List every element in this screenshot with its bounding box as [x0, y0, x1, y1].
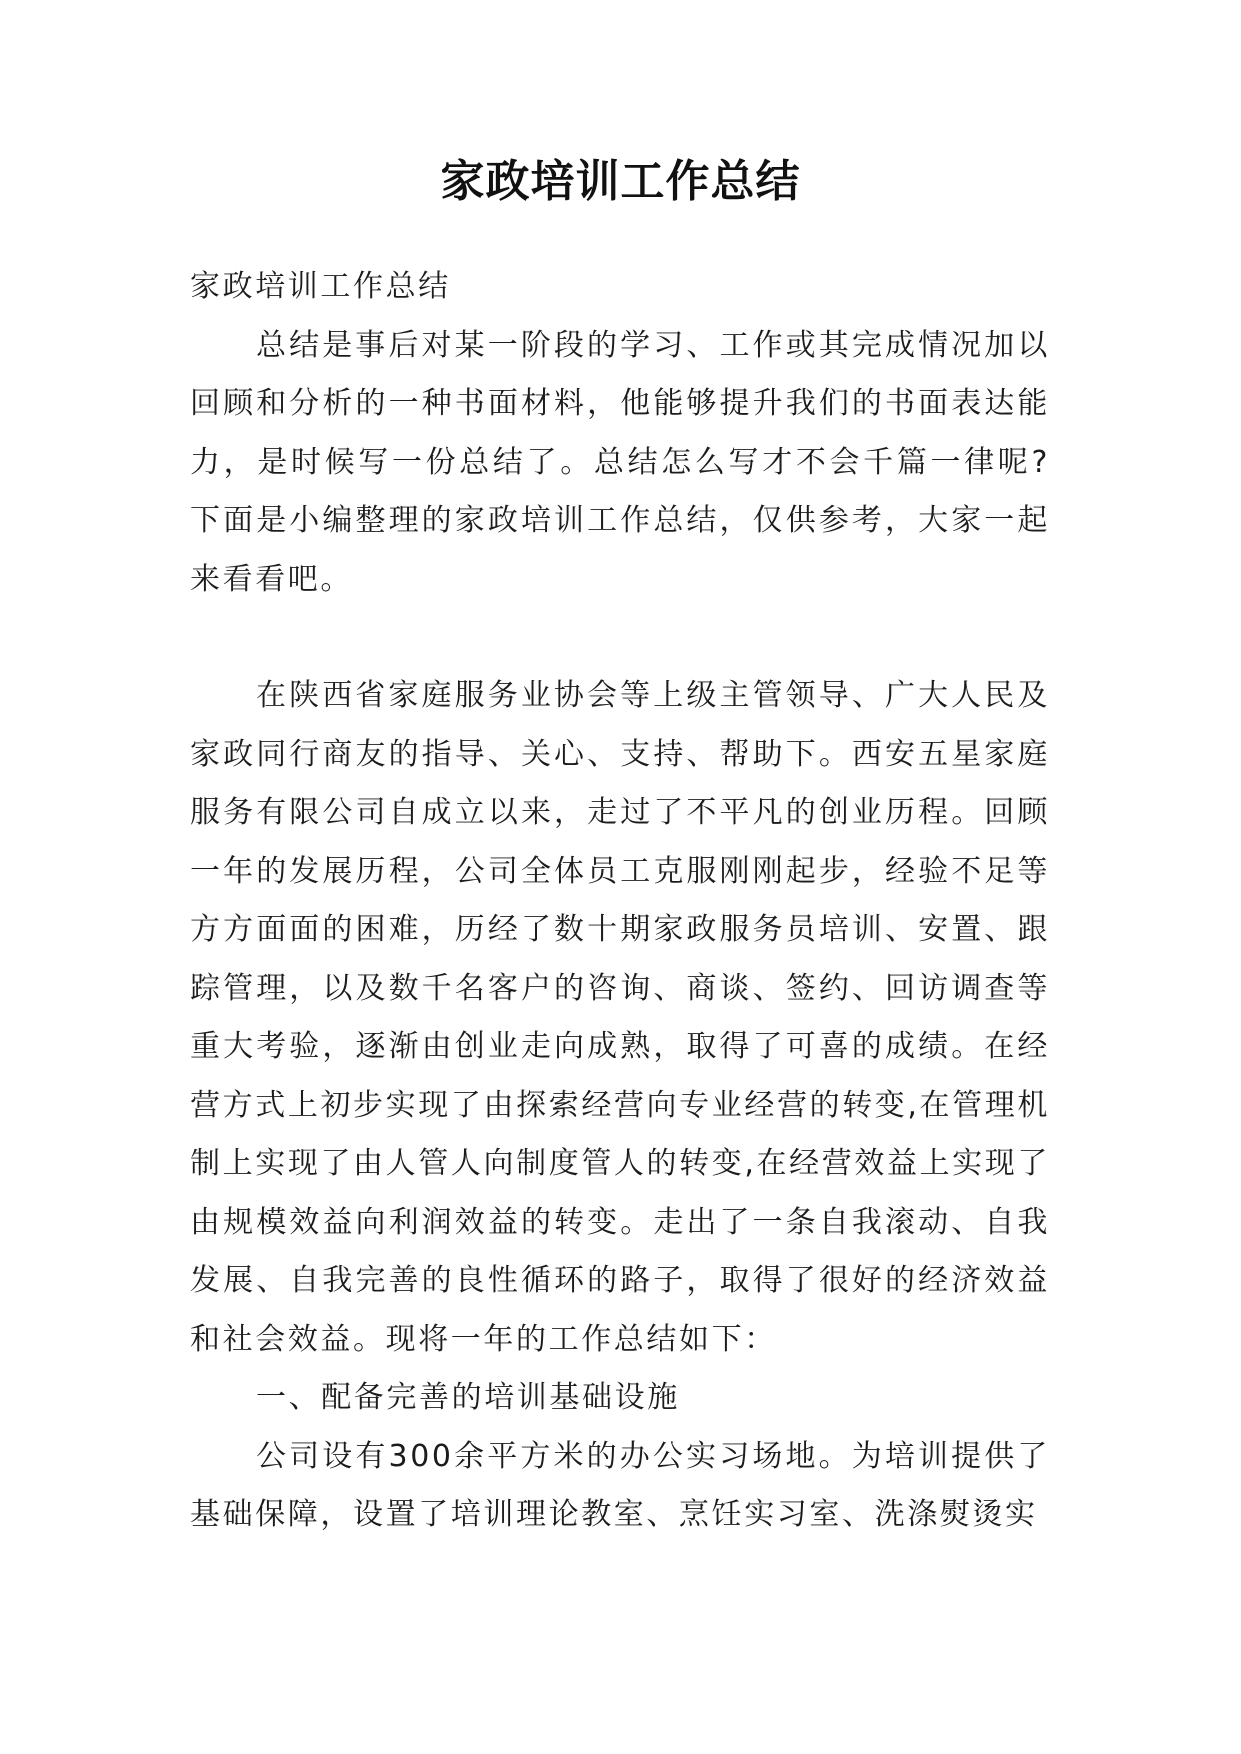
section-1-heading: 一、配备完善的培训基础设施 [256, 1380, 680, 1415]
document-body [190, 258, 1050, 1545]
paragraph-1: 在陕西省家庭服务业协会等上级主管领导、广大人民及家政同行商友的指导、关心、支持、帮助下。西安五星家庭服务有限公司自成立以来，走过了不平凡的创业历程。回顾一年的发展历程，公司全体员工克服刚刚起步，经验不足等方方面面的困难，历经了数十期家政服务员培训、安置、跟踪管理，以及数千名客户的咨询、商谈、签约、回访调查等重大考验，逐渐由创业走向成熟，取得了可喜的成绩。在经营方式上初步实现了由探索经营向专业经营的转变,在管理机制上实现了由人管人向制度管人的转变,在经营效益上实现了由规模效益向利润效益的转变。走出了一条自我滚动、自我发展、自我完善的良性循环的路子，取得了很好的经济效益和社会效益。现将一年的工作总结如下： [190, 678, 1050, 1357]
document-subtitle: 家政培训工作总结 [190, 269, 451, 304]
paragraph-spacer [190, 609, 1050, 667]
document-title: 家政培训工作总结 [440, 156, 801, 207]
paragraph-2: 公司设有300余平方米的办公实习场地。为培训提供了基础保障，设置了培训理论教室、烹饪实习室、洗涤熨烫实 [190, 1438, 1050, 1532]
intro-paragraph: 总结是事后对某一阶段的学习、工作或其完成情况加以回顾和分析的一种书面材料，他能够提升我们的书面表达能力，是时候写一份总结了。总结怎么写才不会千篇一律呢?下面是小编整理的家政培训工作总结，仅供参考，大家一起来看看吧。 [190, 327, 1050, 597]
